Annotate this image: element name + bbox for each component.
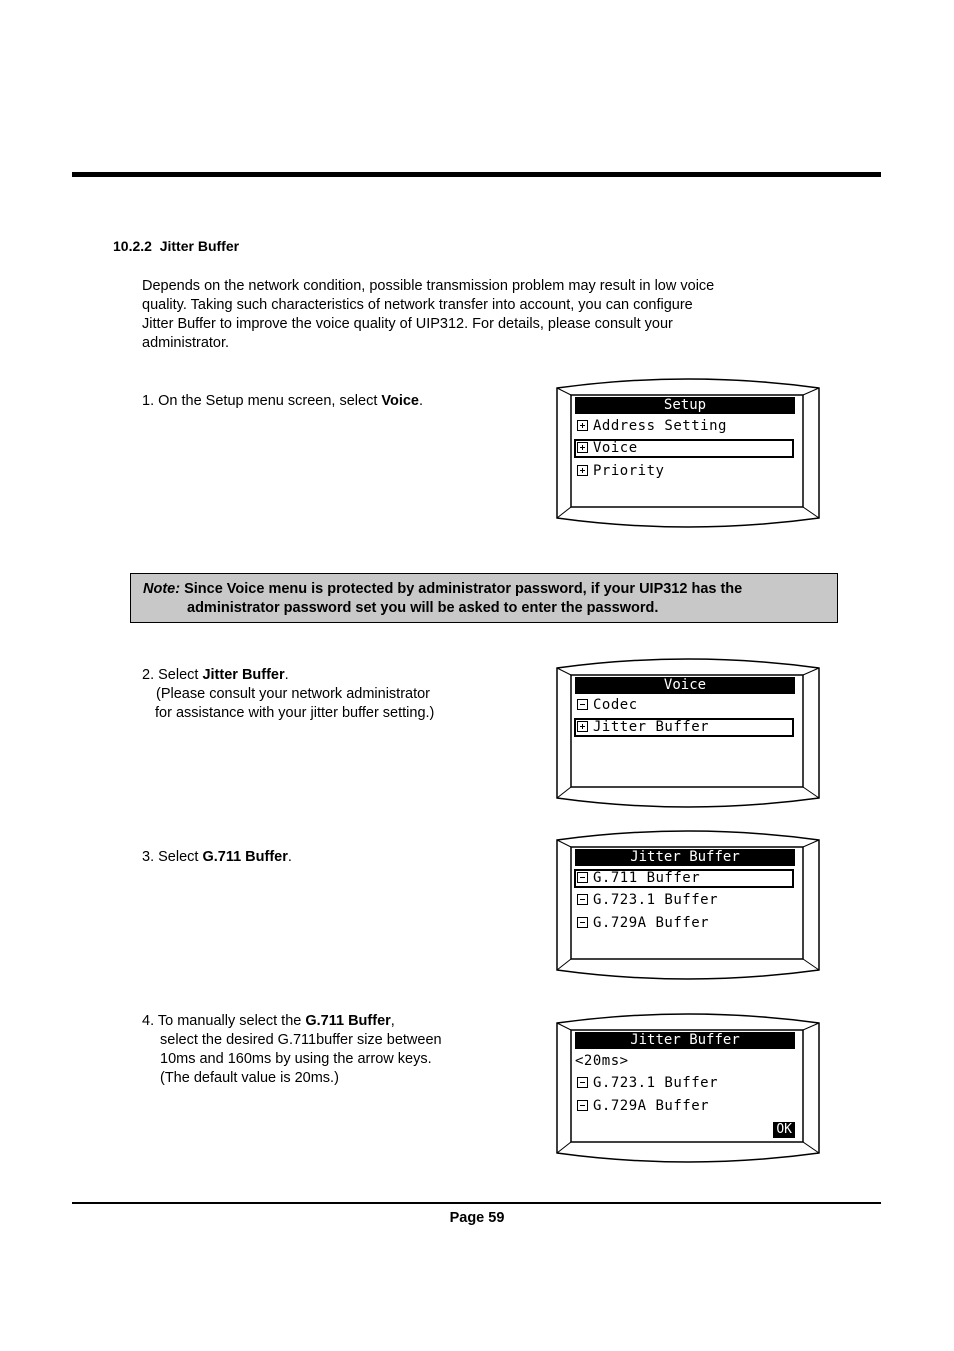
note-line-1: Since Voice menu is protected by administrator password, if your UIP312 has the	[180, 581, 743, 597]
step-text: 3. Select	[142, 849, 203, 865]
intro-paragraph	[142, 277, 792, 353]
step-text: (The default value is 20ms.)	[160, 1070, 339, 1086]
collapse-icon	[577, 872, 588, 883]
step-bold-text: G.711 Buffer	[202, 849, 288, 865]
collapse-icon	[577, 894, 588, 905]
lcd-title: Voice	[575, 677, 795, 694]
collapse-icon	[577, 1077, 588, 1088]
phone-screen-g711-value	[555, 1011, 821, 1165]
step-text: 10ms and 160ms by using the arrow keys.	[160, 1051, 432, 1067]
section-title: Jitter Buffer	[159, 238, 240, 254]
step-text: ,	[390, 1013, 395, 1029]
step-4	[142, 1012, 442, 1088]
menu-item-voice[interactable]	[575, 440, 793, 457]
menu-item-g729a-buffer[interactable]	[575, 1098, 793, 1115]
menu-item-label: Priority	[593, 463, 665, 479]
phone-screen-jitter-buffer	[555, 828, 821, 982]
menu-item-g7231-buffer[interactable]	[575, 1075, 793, 1092]
intro-line: Depends on the network condition, possible transmission problem may result in low voice	[142, 278, 715, 294]
step-1	[142, 392, 423, 411]
note-line-2: administrator password set you will be asked to enter the password.	[187, 600, 659, 616]
section-heading	[113, 238, 239, 254]
intro-line: administrator.	[142, 335, 230, 351]
expand-icon	[577, 721, 588, 732]
menu-item-label: G.711 Buffer	[593, 870, 701, 886]
lcd-title: Jitter Buffer	[575, 849, 795, 866]
collapse-icon	[577, 1100, 588, 1111]
menu-item-codec[interactable]	[575, 697, 793, 714]
step-bold-text: Voice	[381, 393, 419, 409]
step-text: .	[287, 849, 292, 865]
step-3	[142, 848, 292, 867]
step-text: for assistance with your jitter buffer setting.)	[155, 705, 435, 721]
step-text: select the desired G.711buffer size between	[160, 1032, 442, 1048]
page-number: Page 59	[449, 1210, 505, 1226]
expand-icon	[577, 420, 588, 431]
menu-item-label: Address Setting	[593, 418, 727, 434]
menu-item-g729a-buffer[interactable]	[575, 915, 793, 932]
step-2	[142, 666, 434, 723]
phone-screen-voice	[555, 656, 821, 810]
intro-line: Jitter Buffer to improve the voice quality of UIP312. For details, please consult your	[142, 316, 673, 332]
menu-item-jitter-buffer[interactable]	[575, 719, 793, 736]
buffer-value: <20ms>	[575, 1053, 629, 1069]
menu-item-label: G.729A Buffer	[593, 915, 710, 931]
menu-item-priority[interactable]	[575, 463, 793, 480]
step-text: .	[284, 667, 289, 683]
step-bold-text: Jitter Buffer	[202, 667, 285, 683]
menu-item-label: Jitter Buffer	[593, 719, 710, 735]
collapse-icon	[577, 917, 588, 928]
section-number: 10.2.2	[113, 238, 152, 254]
menu-item-label: G.723.1 Buffer	[593, 1075, 719, 1091]
menu-item-label: Voice	[593, 440, 638, 456]
ok-softkey[interactable]: OK	[773, 1122, 795, 1138]
note-label: Note:	[143, 581, 181, 597]
menu-item-label: G.729A Buffer	[593, 1098, 710, 1114]
expand-icon	[577, 465, 588, 476]
menu-item-label: Codec	[593, 697, 638, 713]
buffer-value-selector[interactable]	[575, 1053, 793, 1070]
note-box	[130, 573, 838, 623]
step-text: 1. On the Setup menu screen, select	[142, 393, 382, 409]
step-text: (Please consult your network administrator	[156, 686, 431, 702]
footer-rule	[72, 1202, 881, 1204]
menu-item-label: G.723.1 Buffer	[593, 892, 719, 908]
lcd-title: Setup	[575, 397, 795, 414]
intro-line: quality. Taking such characteristics of network transfer into account, you can configure	[142, 297, 693, 313]
menu-item-g711-buffer[interactable]	[575, 870, 793, 887]
step-bold-text: G.711 Buffer	[305, 1013, 391, 1029]
collapse-icon	[577, 699, 588, 710]
menu-item-address-setting[interactable]	[575, 418, 793, 435]
menu-item-g7231-buffer[interactable]	[575, 892, 793, 909]
lcd-title: Jitter Buffer	[575, 1032, 795, 1049]
phone-screen-setup	[555, 376, 821, 530]
header-rule	[72, 172, 881, 177]
expand-icon	[577, 442, 588, 453]
step-text: .	[419, 393, 424, 409]
step-text: 2. Select	[142, 667, 203, 683]
step-text: 4. To manually select the	[142, 1013, 306, 1029]
